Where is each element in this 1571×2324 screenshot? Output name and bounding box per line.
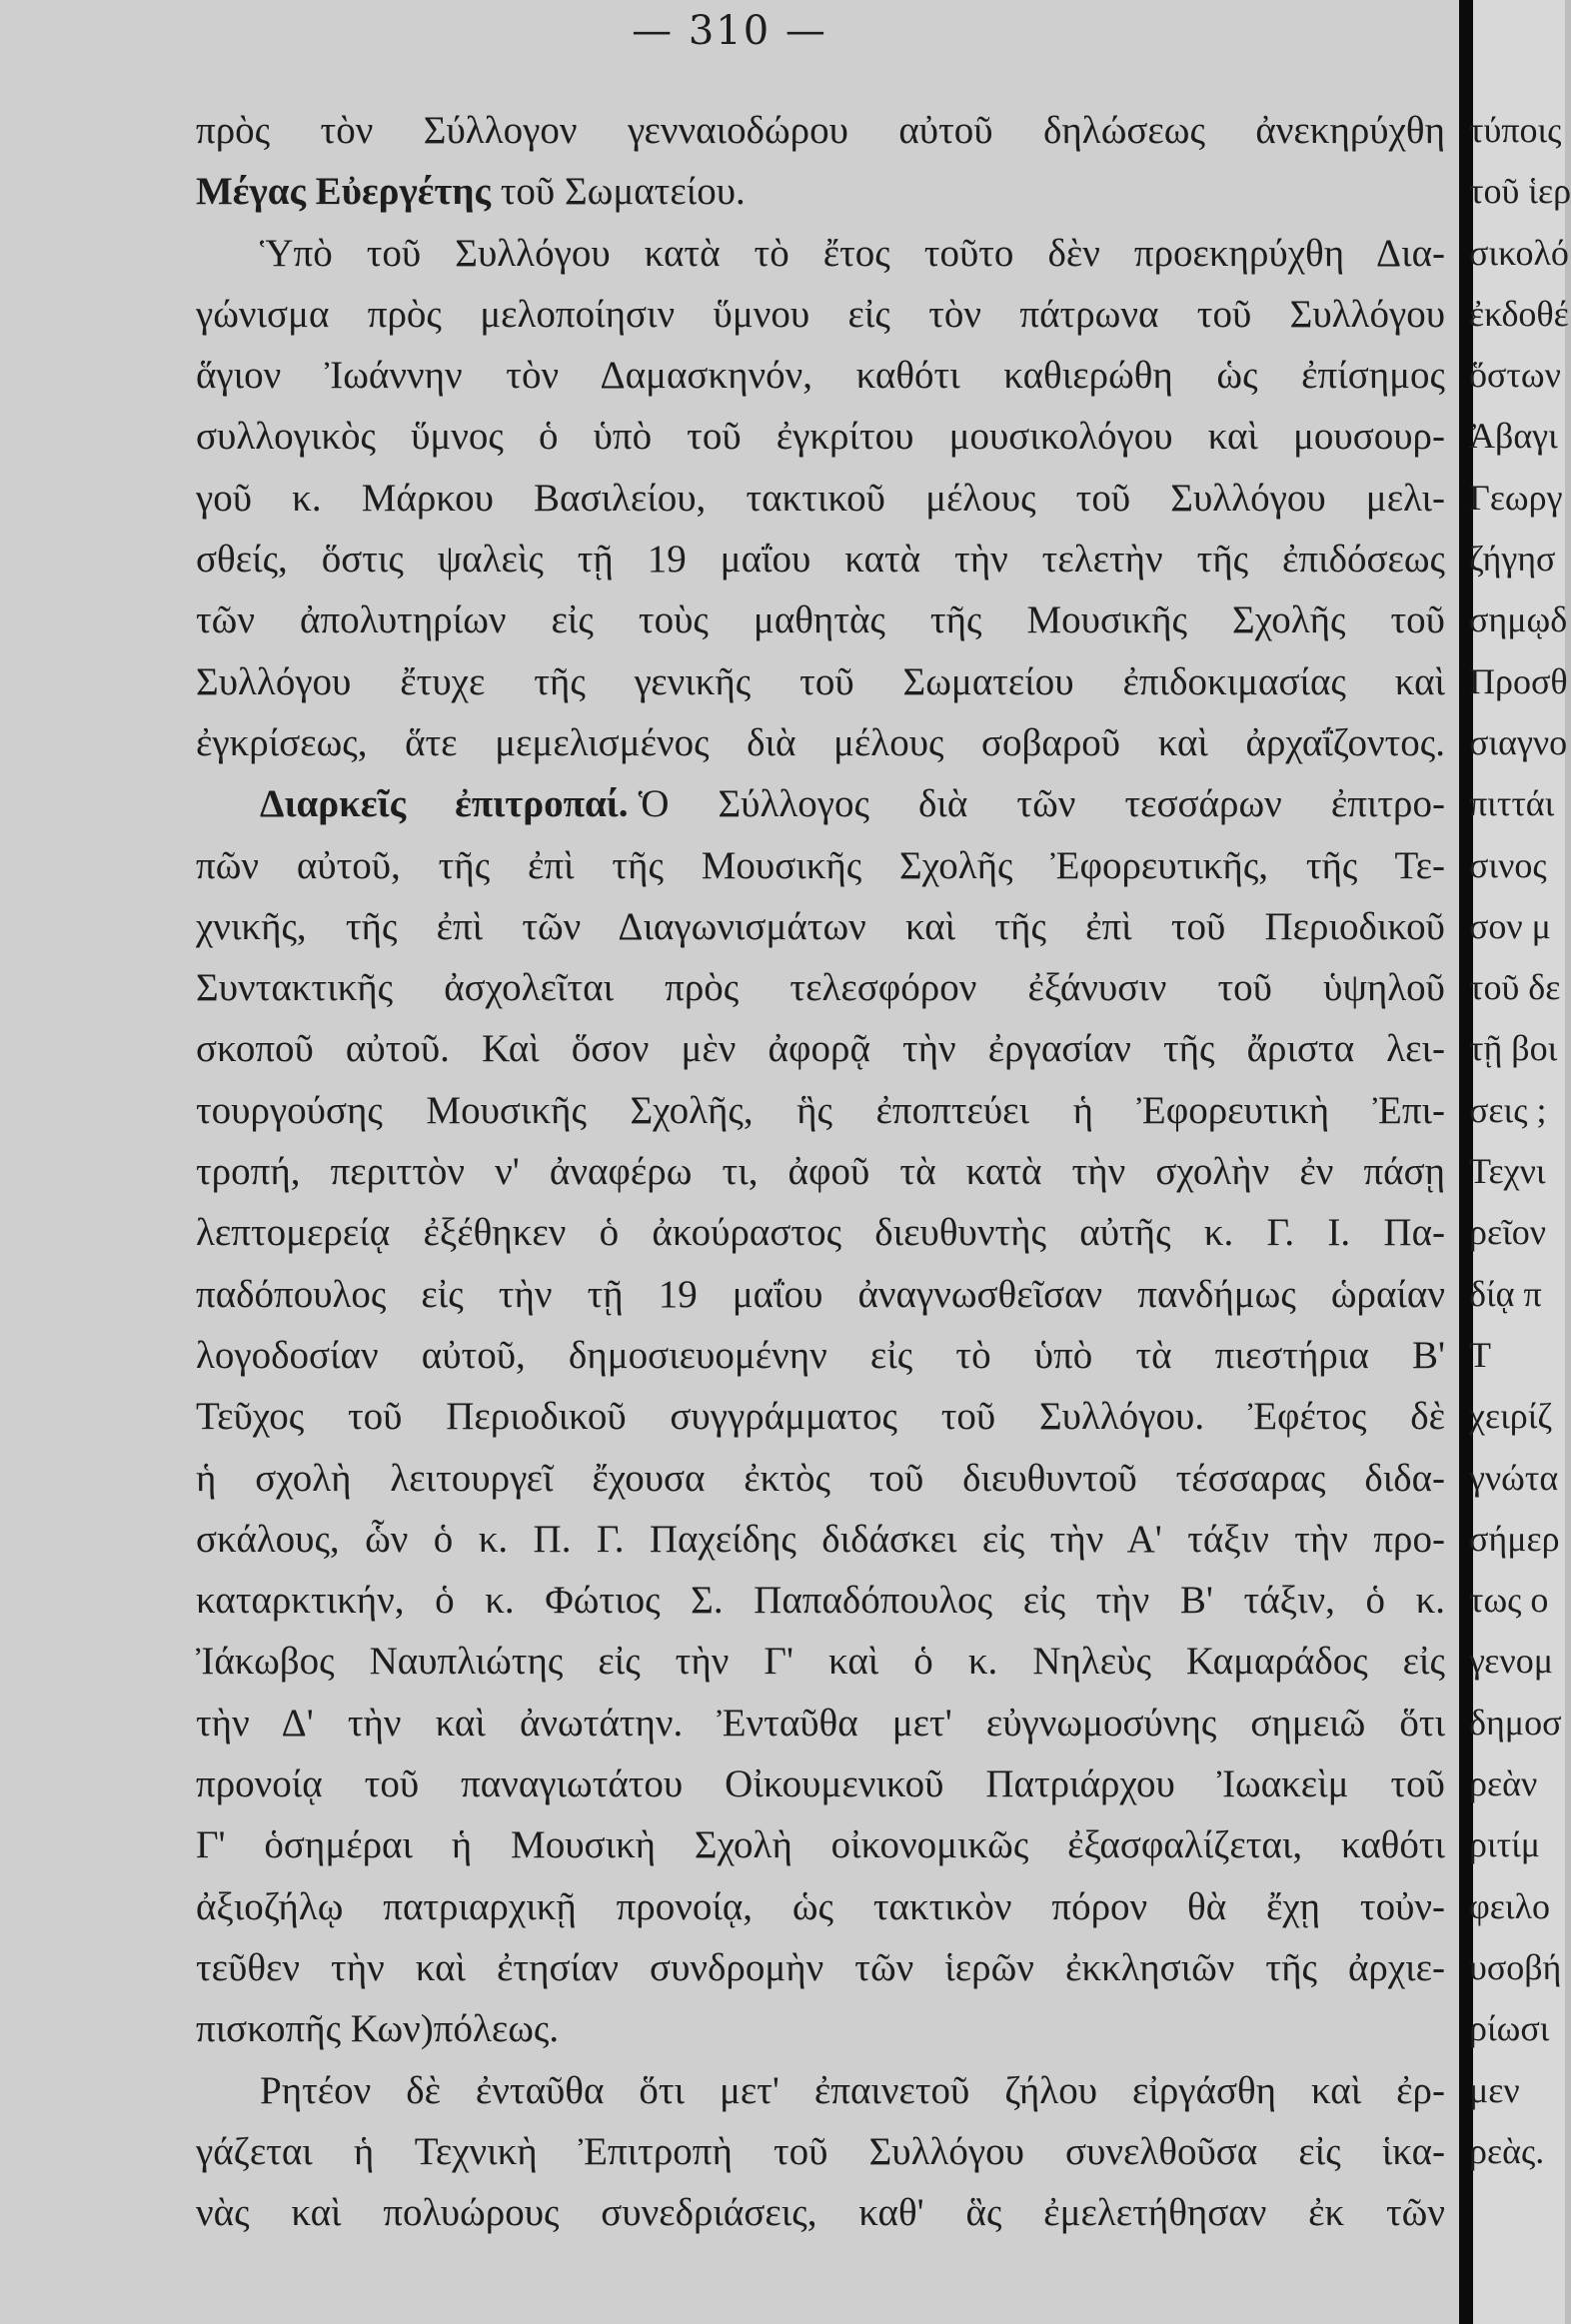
fragment: ρίωσι xyxy=(1469,2008,1550,2049)
section-heading: Διαρκεῖς ἐπιτροπαί. xyxy=(260,782,629,826)
adjacent-page-fragments xyxy=(1469,100,1571,2182)
fragment: ρεὰν xyxy=(1469,1763,1538,1804)
fragment: σημῳδ xyxy=(1469,599,1568,640)
text-line: τῶν ἀπολυτηρίων εἰς τοὺς μαθητὰς τῆς Μουσικῆς Σχολῆς τοῦ xyxy=(196,598,1445,642)
text-fragment: τοῦ Σωματείου. xyxy=(490,170,746,214)
text-line: σθείς, ὅστις ψαλεὶς τῇ 19 μαΐου κατὰ τὴν τελετὴν τῆς ἐπιδόσεως xyxy=(196,538,1445,581)
fragment: φειλο xyxy=(1469,1885,1551,1926)
fragment: Ἀβαγι xyxy=(1469,416,1558,457)
text-line: ἡ σχολὴ λειτουργεῖ ἔχουσα ἐκτὸς τοῦ διευθυντοῦ τέσσαρας διδα- xyxy=(196,1456,1445,1500)
text-line: τουργούσης Μουσικῆς Σχολῆς, ἣς ἐποπτεύει ἡ Ἐφορευτικὴ Ἐπι- xyxy=(196,1088,1445,1132)
text-line: τὴν Δ' τὴν καὶ ἀνωτάτην. Ἐνταῦθα μετ' εὐγνωμοσύνης σημειῶ ὅτι xyxy=(196,1701,1445,1744)
fragment: σον μ xyxy=(1469,905,1551,946)
fragment: σεις ; xyxy=(1469,1089,1547,1130)
text-line: ἅγιον Ἰωάννην τὸν Δαμασκηνόν, καθότι καθιερώθη ὡς ἐπίσημος xyxy=(196,354,1445,398)
fragment: Τεχνι xyxy=(1469,1151,1546,1192)
fragment: δίᾳ π xyxy=(1469,1273,1542,1314)
fragment: σικολό xyxy=(1469,232,1569,273)
fragment: γνώτα xyxy=(1469,1457,1559,1498)
fragment: τῇ βοι xyxy=(1469,1028,1558,1069)
fragment: ὅστων xyxy=(1469,355,1561,396)
fragment: τοῦ δε xyxy=(1469,967,1561,1008)
text-line: σκοποῦ αὐτοῦ. Καὶ ὅσον μὲν ἀφορᾷ τὴν ἐργασίαν τῆς ἄριστα λει- xyxy=(196,1027,1445,1071)
fragment: σήμερ xyxy=(1469,1518,1560,1559)
text-line: Τεῦχος τοῦ Περιοδικοῦ συγγράμματος τοῦ Συλλόγου. Ἐφέτος δὲ xyxy=(196,1395,1445,1439)
text-line: χνικῆς, τῆς ἐπὶ τῶν Διαγωνισμάτων καὶ τῆς ἐπὶ τοῦ Περιοδικοῦ xyxy=(196,904,1445,948)
text-line xyxy=(196,161,1445,222)
fragment: τύποις xyxy=(1469,110,1562,150)
text-line: Ρητέον δὲ ἐνταῦθα ὅτι μετ' ἐπαινετοῦ ζήλου εἰργάσθη καὶ ἐρ- xyxy=(260,2068,1445,2112)
fragment: Προσθ xyxy=(1469,660,1568,701)
adjacent-page xyxy=(1469,0,1571,2324)
text-line: πρὸς τὸν Σύλλογον γενναιοδώρου αὐτοῦ δηλώσεως ἀνεκηρύχθη xyxy=(196,109,1445,152)
text-line: συλλογικὸς ὕμνος ὁ ὑπὸ τοῦ ἐγκρίτου μουσικολόγου καὶ μουσουρ- xyxy=(196,415,1445,459)
text-line: λογοδοσίαν αὐτοῦ, δημοσιευομένην εἰς τὸ ὑπὸ τὰ πιεστήρια Β' xyxy=(196,1333,1445,1377)
text-line: Γ' ὁσημέραι ἡ Μουσικὴ Σχολὴ οἰκονομικῶς ἐξασφαλίζεται, καθότι xyxy=(196,1823,1445,1867)
fragment: σιαγνο xyxy=(1469,721,1568,762)
text-line: προνοίᾳ τοῦ παναγιωτάτου Οἰκουμενικοῦ Πατριάρχου Ἰωακεὶμ τοῦ xyxy=(196,1762,1445,1806)
fragment: σινος xyxy=(1469,844,1547,885)
text-line: τεῦθεν τὴν καὶ ἐτησίαν συνδρομὴν τῶν ἱερῶν ἐκκλησιῶν τῆς ἀρχιε- xyxy=(196,1945,1445,1989)
text-line: Ὑπὸ τοῦ Συλλόγου κατὰ τὸ ἔτος τοῦτο δὲν προεκηρύχθη Δια- xyxy=(260,231,1445,275)
text-line xyxy=(196,773,1445,834)
text-line: σκάλους, ὧν ὁ κ. Π. Γ. Παχείδης διδάσκει εἰς τὴν Α' τάξιν τὴν προ- xyxy=(196,1517,1445,1561)
fragment: υσοβή xyxy=(1469,1946,1562,1987)
text-line: ἀξιοζήλῳ πατριαρχικῇ προνοίᾳ, ὡς τακτικὸν πόρον θὰ ἔχῃ τοὐν- xyxy=(196,1884,1445,1928)
fragment: χειρίζ xyxy=(1469,1396,1553,1437)
text-line: νὰς καὶ πολυώρους συνεδριάσεις, καθ' ἃς ἐμελετήθησαν ἐκ τῶν xyxy=(196,2191,1445,2235)
fragment: ρεὰς. xyxy=(1469,2130,1545,2171)
text-line: γώνισμα πρὸς μελοποίησιν ὕμνου εἰς τὸν πάτρωνα τοῦ Συλλόγου xyxy=(196,292,1445,336)
text-line: πῶν αὐτοῦ, τῆς ἐπὶ τῆς Μουσικῆς Σχολῆς Ἐφορευτικῆς, τῆς Τε- xyxy=(196,843,1445,887)
fragment: τως ο xyxy=(1469,1580,1549,1621)
body-text xyxy=(196,100,1445,2243)
bold-title: Μέγας Εὐεργέτης xyxy=(196,170,491,214)
text-line: γοῦ κ. Μάρκου Βασιλείου, τακτικοῦ μέλους τοῦ Συλλόγου μελι- xyxy=(196,476,1445,520)
text-line: τροπή, περιττὸν ν' ἀναφέρω τι, ἀφοῦ τὰ κατὰ τὴν σχολὴν ἐν πάσῃ xyxy=(196,1150,1445,1194)
text-line: παδόπουλος εἰς τὴν τῇ 19 μαΐου ἀναγνωσθεῖσαν πανδήμως ὡραίαν xyxy=(196,1272,1445,1316)
text-line: Συντακτικῆς ἀσχολεῖται πρὸς τελεσφόρον ἐξάνυσιν τοῦ ὑψηλοῦ xyxy=(196,966,1445,1010)
fragment: ριτίμ xyxy=(1469,1824,1541,1865)
text-line: Συλλόγου ἔτυχε τῆς γενικῆς τοῦ Σωματείου ἐπιδοκιμασίας καὶ xyxy=(196,659,1445,703)
fragment: ἐκδοθέ xyxy=(1469,293,1569,334)
fragment: τοῦ ἱερ xyxy=(1469,171,1571,212)
text-line: Ἰάκωβος Ναυπλιώτης εἰς τὴν Γ' καὶ ὁ κ. Νηλεὺς Καμαράδος εἰς xyxy=(196,1640,1445,1684)
fragment: μεν xyxy=(1469,2069,1520,2110)
fragment: πιττάι xyxy=(1469,783,1555,824)
page-number: — 310 — xyxy=(632,8,827,54)
text-line: γάζεται ἡ Τεχνικὴ Ἐπιτροπὴ τοῦ Συλλόγου συνελθοῦσα εἰς ἱκα- xyxy=(196,2129,1445,2173)
text-line: ἐγκρίσεως, ἅτε μεμελισμένος διὰ μέλους σοβαροῦ καὶ ἀρχαΐζοντος. xyxy=(196,720,1445,764)
fragment: ρεῖον xyxy=(1469,1212,1547,1253)
fragment: γενομ xyxy=(1469,1641,1553,1682)
text-line: λεπτομερείᾳ ἐξέθηκεν ὁ ἀκούραστος διευθυντὴς αὐτῆς κ. Γ. Ι. Πα- xyxy=(196,1211,1445,1255)
fragment: Γεωργ xyxy=(1469,477,1563,518)
fragment: δημοσ xyxy=(1469,1702,1562,1743)
fragment: Τ xyxy=(1469,1334,1491,1375)
fragment: ζήγησ xyxy=(1469,539,1556,580)
text-fragment: Ὁ Σύλλογος διὰ τῶν τεσσάρων ἐπιτρο- xyxy=(638,782,1445,826)
text-line: πισκοπῆς Κων)πόλεως. xyxy=(196,2007,560,2051)
text-line: καταρκτικήν, ὁ κ. Φώτιος Σ. Παπαδόπουλος εἰς τὴν Β' τάξιν, ὁ κ. xyxy=(196,1579,1445,1623)
